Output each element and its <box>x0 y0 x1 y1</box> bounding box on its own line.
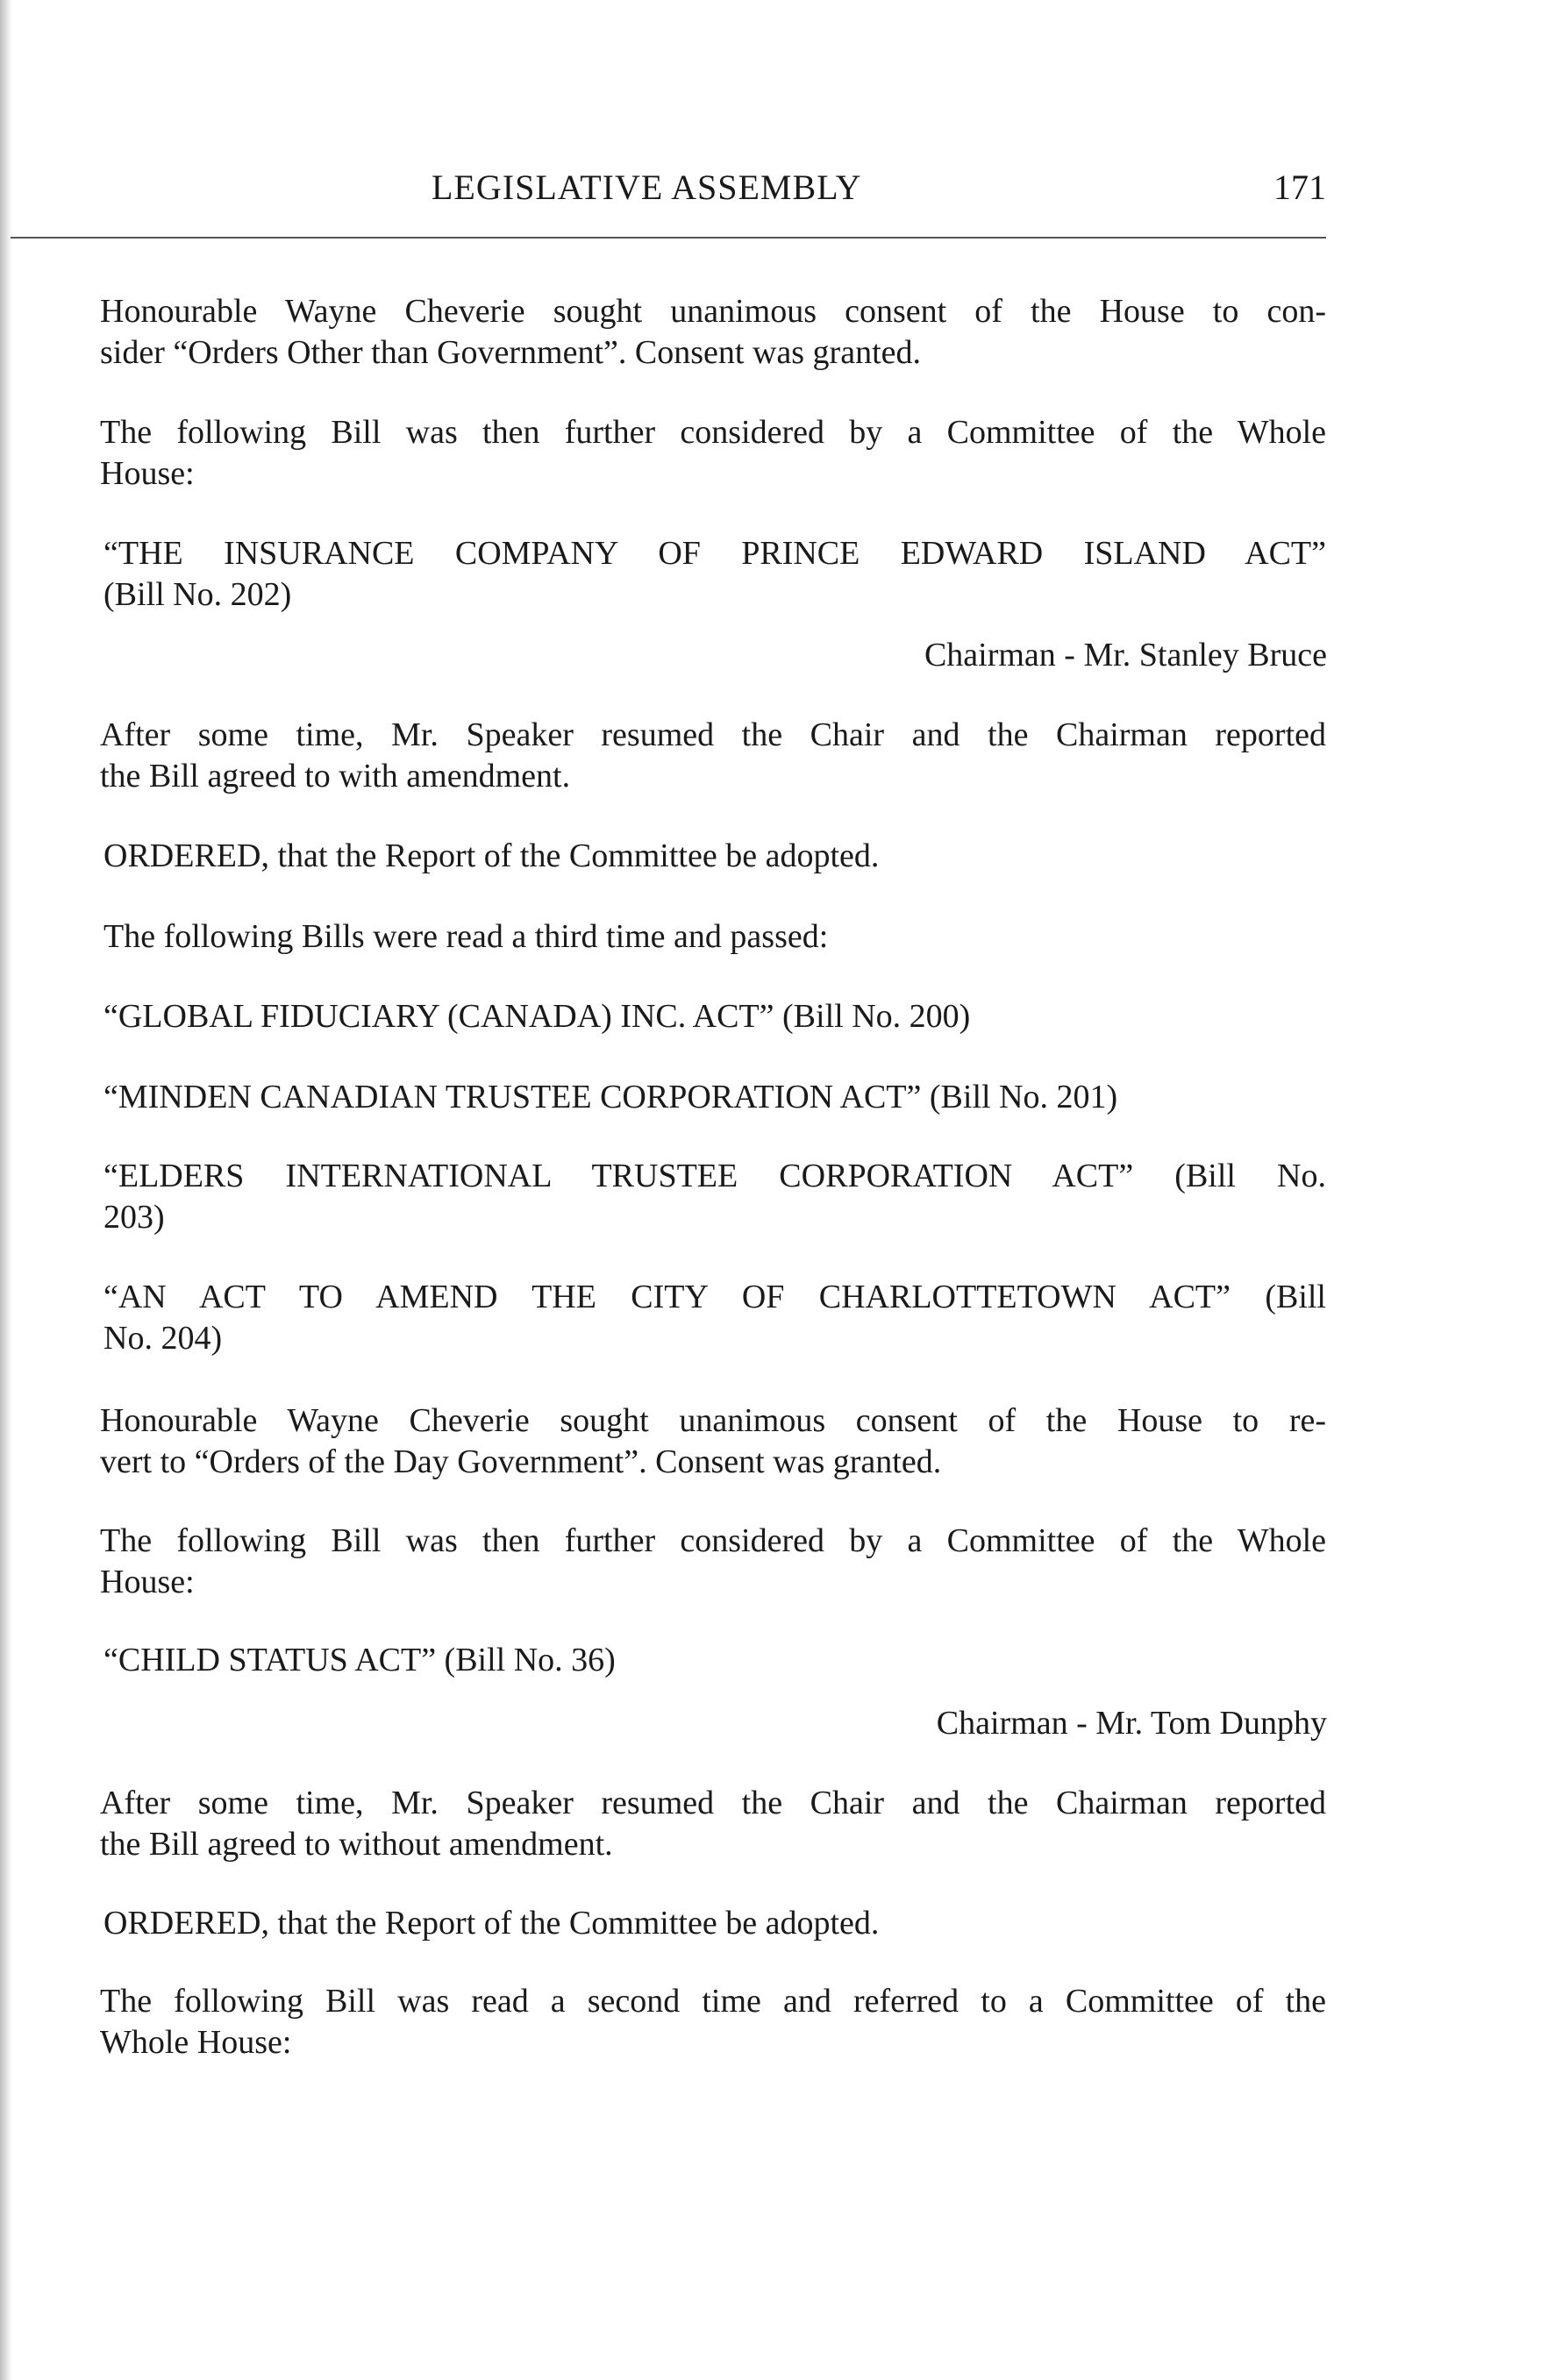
bill-203-title <box>103 1156 1326 1238</box>
text-line: vert to “Orders of the Day Government”. Consent was granted. <box>100 1443 942 1480</box>
text-line: House: <box>100 455 195 492</box>
committee-paragraph-2 <box>19 1521 1326 1603</box>
text-line: the Bill agreed to without amendment. <box>100 1826 613 1863</box>
text-line: 203) <box>103 1199 165 1236</box>
header-rule <box>11 237 1326 239</box>
bill-36-title: “CHILD STATUS ACT” (Bill No. 36) <box>103 1642 616 1678</box>
chairman-line-1: Chairman - Mr. Stanley Bruce <box>924 637 1327 673</box>
bill-202-title <box>103 533 1326 616</box>
text-line: House: <box>100 1564 195 1600</box>
text-line: The following Bill was read a second time and referred to a Committee of the <box>100 1983 1326 2020</box>
text-line: the Bill agreed to with amendment. <box>100 758 571 795</box>
text-line: Whole House: <box>100 2024 292 2061</box>
text-line: The following Bill was then further considered by a Committee of the Whole <box>100 414 1326 451</box>
committee-paragraph-1 <box>19 412 1326 495</box>
bill-201-title: “MINDEN CANADIAN TRUSTEE CORPORATION ACT” (Bill No. 201) <box>103 1079 1118 1115</box>
page-header <box>11 167 1326 210</box>
text-line: After some time, Mr. Speaker resumed the Chair and the Chairman reported <box>100 1785 1326 1821</box>
report-paragraph-1 <box>19 715 1326 797</box>
ordered-line-2: ORDERED, that the Report of the Committee be adopted. <box>103 1905 880 1942</box>
text-line: “AN ACT TO AMEND THE CITY OF CHARLOTTETOWN ACT” (Bill <box>103 1279 1326 1315</box>
page-number: 171 <box>1273 167 1326 207</box>
text-line: (Bill No. 202) <box>103 576 292 613</box>
consent-paragraph-1 <box>19 291 1326 374</box>
ordered-line-1: ORDERED, that the Report of the Committee be adopted. <box>103 837 880 874</box>
bill-204-title <box>103 1277 1326 1359</box>
bill-200-title: “GLOBAL FIDUCIARY (CANADA) INC. ACT” (Bill No. 200) <box>103 998 971 1035</box>
text-line: Honourable Wayne Cheverie sought unanimous consent of the House to re- <box>100 1402 1326 1439</box>
header-title: LEGISLATIVE ASSEMBLY <box>432 167 862 207</box>
text-line: No. 204) <box>103 1320 223 1357</box>
consent-paragraph-2 <box>19 1400 1326 1483</box>
text-line: “ELDERS INTERNATIONAL TRUSTEE CORPORATION ACT” (Bill No. <box>103 1158 1326 1194</box>
chairman-line-2: Chairman - Mr. Tom Dunphy <box>936 1705 1327 1742</box>
text-line: sider “Orders Other than Government”. Consent was granted. <box>100 334 921 371</box>
text-line: The following Bill was then further considered by a Committee of the Whole <box>100 1522 1326 1559</box>
text-line: Honourable Wayne Cheverie sought unanimous consent of the House to con- <box>100 293 1326 330</box>
text-line: “THE INSURANCE COMPANY OF PRINCE EDWARD ISLAND ACT” <box>103 535 1326 572</box>
report-paragraph-2 <box>19 1783 1326 1865</box>
second-reading-paragraph <box>19 1981 1326 2063</box>
text-line: After some time, Mr. Speaker resumed the Chair and the Chairman reported <box>100 716 1326 753</box>
third-reading-line: The following Bills were read a third time and passed: <box>103 918 829 955</box>
